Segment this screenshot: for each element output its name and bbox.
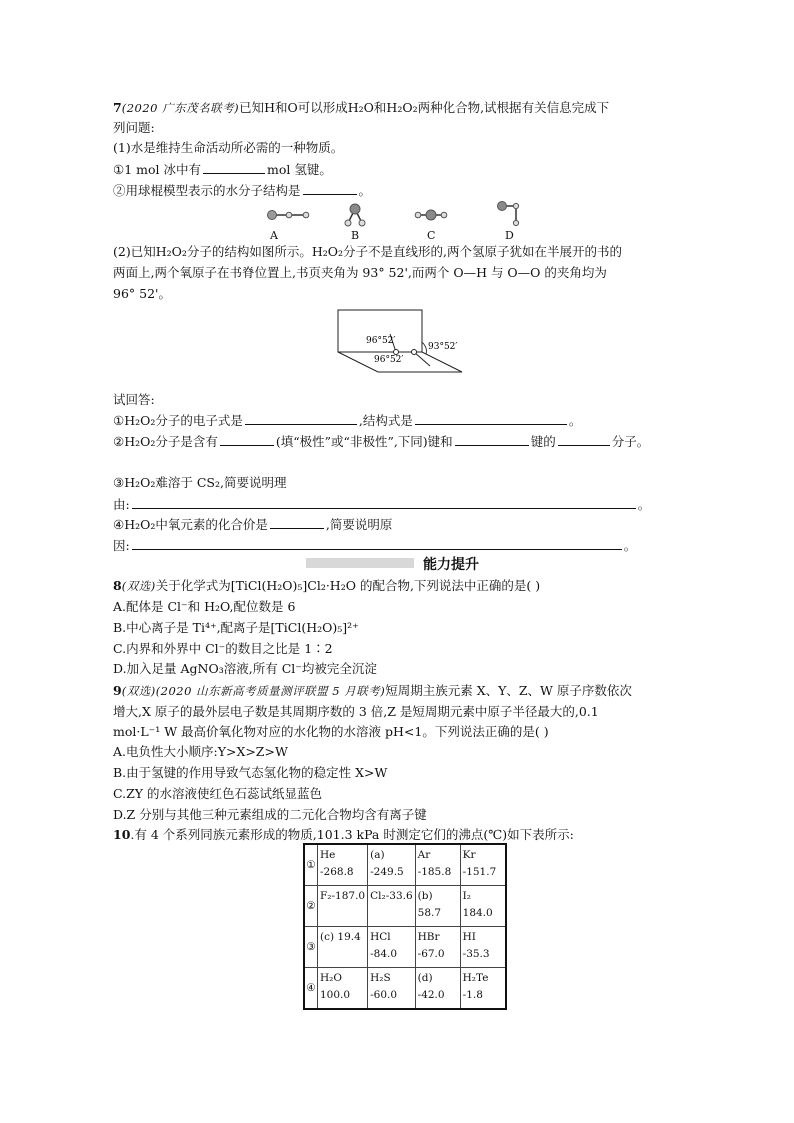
table-cell [415, 886, 460, 927]
row-index: ② [304, 886, 318, 927]
q9-line3: mol·L⁻¹ W 最高价氧化物对应的水化物的水溶液 pH<1。下列说法正确的是( ) [113, 724, 549, 739]
q8-stem-text: 关于化学式为[TiCl(H₂O)₅]Cl₂·H₂O 的配合物,下列说法中正确的是( ) [155, 578, 541, 593]
cell-substance: H₂O [320, 972, 342, 984]
q9-option-c: C.ZY 的水溶液使红色石蕊试纸显蓝色 [113, 786, 323, 801]
cell-substance: HI [462, 931, 476, 943]
q7-a2-mid1: (填“极性”或“非极性”,下同)键和 [275, 434, 453, 449]
q9-number: 9 [113, 683, 122, 698]
q7-source: (2020 广东茂名联考) [121, 101, 240, 115]
table-cell [318, 886, 368, 927]
table-row [304, 968, 506, 1010]
q7-a1-pre: ①H₂O₂分子的电子式是 [113, 413, 243, 428]
cell-substance: Ar [417, 849, 431, 861]
q7-answer4-line2 [113, 537, 636, 554]
answer-blank[interactable] [558, 433, 610, 446]
table-cell [415, 844, 460, 886]
q9-line2: 增大,X 原子的最外层电子数是其周期序数的 3 倍,Z 是短周期元素中原子半径最大的,0.1 [113, 704, 599, 719]
cell-substance: (b) [417, 890, 433, 902]
table-cell [318, 844, 368, 886]
q9-line1 [113, 683, 632, 699]
q8-option-a: A.配体是 Cl⁻和 H₂O,配位数是 6 [113, 599, 296, 614]
q7-stem-text: 已知H和O可以形成H₂O和H₂O₂两种化合物,试根据有关信息完成下 [239, 100, 610, 115]
q7-part1b-post: 。 [358, 183, 372, 198]
q7-part1b [113, 182, 371, 199]
cell-value: 58.7 [417, 907, 442, 919]
cell-substance: Cl₂-33.6 [370, 890, 413, 902]
answer-blank[interactable] [270, 516, 324, 529]
cell-substance: Kr [462, 849, 476, 861]
q7-a4-post: ,简要说明原 [325, 517, 393, 532]
q9-option-a: A.电负性大小顺序:Y>X>Z>W [113, 744, 288, 759]
q9-tag: (双选) [121, 684, 156, 698]
table-cell [368, 927, 416, 968]
cell-substance: I₂ [462, 890, 471, 902]
table-cell [460, 968, 506, 1010]
table-cell [368, 968, 416, 1010]
table-cell [460, 844, 506, 886]
q7-answer2 [113, 433, 649, 450]
q7-a3-post: 。 [637, 497, 651, 512]
row-index: ③ [304, 927, 318, 968]
model-label-c: C [427, 229, 436, 242]
model-label-d: D [505, 229, 514, 242]
q8-option-b: B.中心离子是 Ti⁴⁺,配离子是[TiCl(H₂O)₅]²⁺ [113, 620, 359, 635]
q7-a1-mid: ,结构式是 [358, 413, 413, 428]
boiling-point-table [303, 843, 507, 1010]
q7-a4-l2-post: 。 [623, 538, 637, 553]
q7-ask: 试回答: [113, 392, 155, 407]
cell-value: 184.0 [462, 907, 493, 919]
q10-stem [113, 827, 574, 843]
cell-value: -42.0 [417, 989, 445, 1001]
row-index: ① [304, 844, 318, 886]
cell-substance: HCl [370, 931, 391, 943]
q7-a4-pre: ④H₂O₂中氧元素的化合价是 [113, 517, 268, 532]
q8-number: 8 [113, 578, 122, 593]
q7-part1a-pre: ①1 mol 冰中有 [113, 162, 201, 177]
answer-blank[interactable] [245, 412, 357, 425]
angle-label-right: 93°52′ [428, 342, 458, 352]
q7-number: 7 [113, 100, 122, 115]
answer-blank[interactable] [455, 433, 529, 446]
q7-a2-post: 分子。 [611, 434, 650, 449]
water-models-figure [262, 201, 552, 231]
q7-a1-post: 。 [568, 413, 582, 428]
answer-blank[interactable] [203, 161, 265, 174]
q7-part1b-pre: ②用球棍模型表示的水分子结构是 [113, 183, 301, 198]
model-label-b: B [351, 229, 360, 242]
cell-substance: (d) [417, 972, 433, 984]
table-row [304, 844, 506, 886]
q7-part2-line3: 96° 52'。 [113, 286, 171, 301]
q7-a2-pre: ②H₂O₂分子是含有 [113, 434, 218, 449]
cell-value: -249.5 [370, 866, 404, 878]
q7-part1a [113, 161, 332, 178]
table-cell [318, 968, 368, 1010]
table-row [304, 927, 506, 968]
q7-answer1 [113, 412, 581, 429]
cell-substance: HBr [417, 931, 440, 943]
cell-value: -35.3 [462, 948, 490, 960]
section-divider-bar [306, 558, 414, 568]
table-cell [460, 927, 506, 968]
cell-value: -1.8 [462, 989, 483, 1001]
answer-blank[interactable] [303, 182, 357, 195]
table-cell [460, 886, 506, 927]
q8-option-c: C.内界和外界中 Cl⁻的数目之比是 1∶2 [113, 641, 333, 656]
table-row [304, 886, 506, 927]
answer-blank[interactable] [132, 537, 622, 550]
table-cell [368, 844, 416, 886]
q7-part2-line2: 两面上,两个氧原子在书脊位置上,书页夹角为 93° 52',而两个 O—H 与 O—O 的夹角均为 [113, 265, 607, 280]
angle-label-top: 96°52′ [366, 336, 396, 346]
q7-answer4-line1 [113, 516, 392, 533]
cell-value: -185.8 [417, 866, 452, 878]
answer-blank[interactable] [132, 496, 636, 509]
cell-substance: H₂S [370, 972, 391, 984]
q7-a2-mid2: 键的 [530, 434, 556, 449]
cell-value: -151.7 [462, 866, 497, 878]
row-index: ④ [304, 968, 318, 1010]
h2o2-structure-diagram [330, 306, 470, 376]
table-cell [318, 927, 368, 968]
cell-substance: (c) 19.4 [320, 931, 361, 943]
q8-tag: (双选) [121, 579, 156, 593]
q8-option-d: D.加入足量 AgNO₃溶液,所有 Cl⁻均被完全沉淀 [113, 661, 377, 676]
q7-a3-pre: 由: [113, 497, 130, 512]
cell-value: -60.0 [370, 989, 398, 1001]
section-title: 能力提升 [423, 557, 479, 573]
q7-part2-line1: (2)已知H₂O₂分子的结构如图所示。H₂O₂分子不是直线形的,两个氢原子犹如在半展开的书的 [113, 244, 623, 259]
cell-value: 100.0 [320, 989, 351, 1001]
model-label-a: A [270, 229, 278, 242]
answer-blank[interactable] [415, 412, 567, 425]
table-cell [415, 927, 460, 968]
cell-value: -268.8 [320, 866, 354, 878]
cell-substance: F₂-187.0 [320, 890, 366, 902]
table-cell [415, 968, 460, 1010]
q7-part1: (1)水是维持生命活动所必需的一种物质。 [113, 140, 344, 155]
q7-answer3-line1: ③H₂O₂难溶于 CS₂,简要说明理 [113, 475, 287, 490]
q7-line2: 列问题: [113, 120, 155, 135]
q9-stem-text: 短周期主族元素 X、Y、Z、W 原子序数依次 [385, 683, 632, 698]
q9-source: (2020 山东新高考质量测评联盟 5 月联考) [155, 684, 386, 698]
q7-a4-l2-pre: 因: [113, 538, 130, 553]
q7-line1 [113, 100, 609, 116]
q7-answer3-line2 [113, 496, 650, 513]
q10-number: 10 [113, 827, 131, 842]
ball-stick-models [262, 201, 552, 245]
cell-value: -84.0 [370, 948, 398, 960]
cell-substance: He [320, 849, 336, 861]
q9-option-b: B.由于氢键的作用导致气态氢化物的稳定性 X>W [113, 765, 388, 780]
cell-value: -67.0 [417, 948, 445, 960]
angle-label-bottom: 96°52′ [374, 355, 404, 365]
q9-option-d: D.Z 分别与其他三种元素组成的二元化合物均含有离子键 [113, 807, 427, 822]
q7-part1a-post: mol 氢键。 [266, 162, 332, 177]
answer-blank[interactable] [220, 433, 274, 446]
table-cell [368, 886, 416, 927]
cell-substance: (a) [370, 849, 385, 861]
cell-substance: H₂Te [462, 972, 489, 984]
q8-stem [113, 578, 540, 594]
q10-stem-text: .有 4 个系列同族元素形成的物质,101.3 kPa 时测定它们的沸点(℃)如下表所示: [130, 827, 574, 842]
